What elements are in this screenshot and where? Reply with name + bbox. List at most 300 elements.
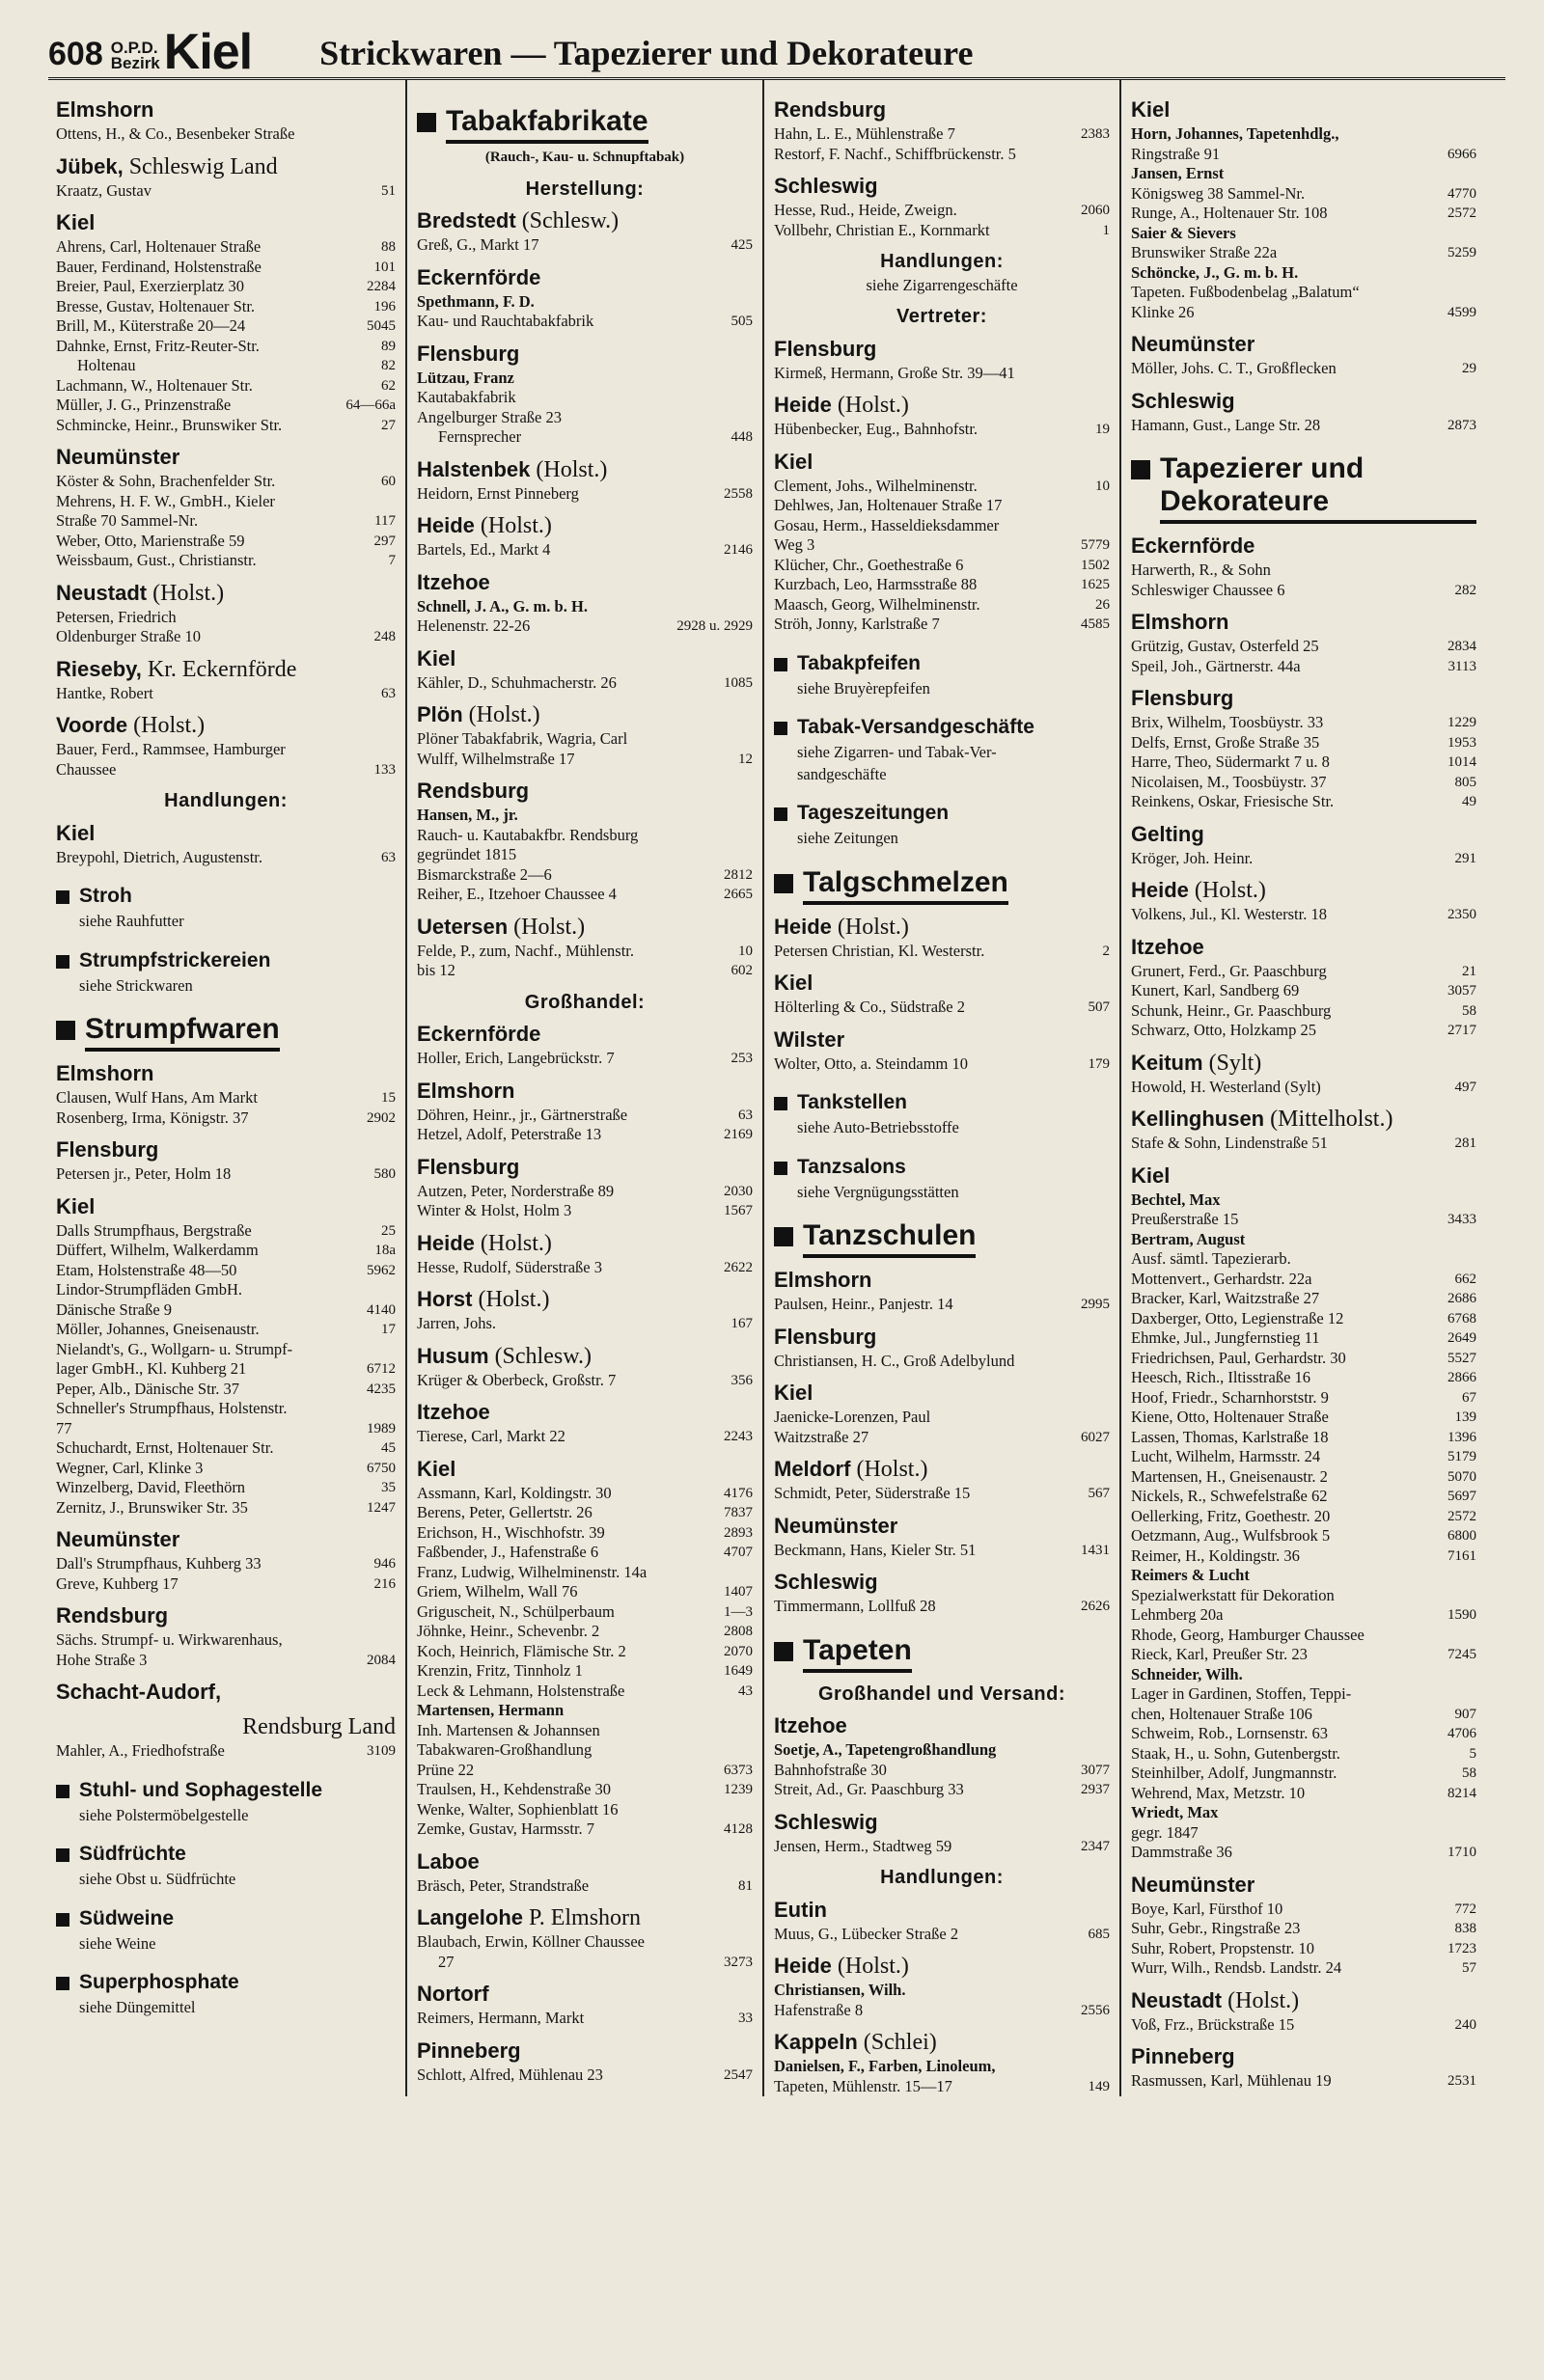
listing-entry: [417, 427, 753, 448]
town-name: Husum: [417, 1343, 489, 1368]
see-reference: siehe Strickwaren: [79, 975, 193, 995]
listing-entry: [56, 1088, 396, 1108]
town-heading: [417, 1231, 753, 1256]
see-reference: siehe Weine: [79, 1933, 156, 1953]
entry-text: Lützau, Franz: [417, 368, 514, 387]
listing-entry: [1131, 1021, 1476, 1041]
phone-number: 6027: [1081, 1429, 1110, 1445]
town-name: Elmshorn: [417, 1078, 515, 1103]
town-heading: [56, 97, 396, 123]
phone-number: 5962: [367, 1262, 396, 1278]
listing-entry: [417, 845, 753, 865]
town-name: Neumünster: [1131, 1872, 1255, 1897]
phone-number: 179: [1088, 1055, 1110, 1072]
phone-number: 2893: [724, 1524, 753, 1541]
listing-entry: [1131, 1270, 1476, 1290]
category-heading: [774, 1634, 1110, 1673]
town-heading: [1131, 1163, 1476, 1189]
town-heading: [417, 1022, 753, 1047]
town-name: Heide: [417, 1230, 475, 1255]
entry-text: Kautabakfabrik: [417, 388, 516, 406]
phone-number: 248: [373, 629, 396, 644]
town-heading: [774, 1381, 1110, 1406]
listing-entry: [1131, 1665, 1476, 1685]
listing-entry: [1131, 1230, 1476, 1250]
entry-text: Tapeten, Mühlenstr. 15—17: [774, 2076, 952, 2095]
listing-entry: [56, 1478, 396, 1498]
entry-text: Assmann, Karl, Koldingstr. 30: [417, 1483, 612, 1502]
see-reference: siehe Rauhfutter: [79, 912, 184, 930]
bullet-square-icon: [1131, 460, 1150, 479]
entry-text: Nielandt's, G., Wollgarn- u. Strumpf-: [56, 1339, 293, 1358]
phone-number: 2060: [1081, 203, 1110, 218]
entry-text: Hahn, L. E., Mühlenstraße 7: [774, 124, 955, 143]
entry-text: Mottenvert., Gerhardstr. 22a: [1131, 1269, 1312, 1288]
entry-text: Traulsen, H., Kehdenstraße 30: [417, 1780, 612, 1798]
listing-entry: [417, 1049, 753, 1069]
listing-entry: [1131, 1190, 1476, 1211]
listing-entry: [1131, 1566, 1476, 1586]
phone-number: 29: [1462, 361, 1476, 376]
entry-text: Waitzstraße 27: [774, 1427, 869, 1446]
entry-text: Clement, Johs., Wilhelminenstr.: [774, 476, 978, 495]
entry-text: Ringstraße 91: [1131, 144, 1221, 163]
phone-number: 1567: [724, 1203, 753, 1218]
phone-number: 58: [1462, 1765, 1476, 1781]
phone-number: 507: [1088, 999, 1110, 1015]
phone-number: 27: [381, 417, 396, 433]
entry-text: Holler, Erich, Langebrückstr. 7: [417, 1049, 615, 1067]
town-region: (Holst.): [831, 1954, 909, 1979]
listing-entry: [774, 1597, 1110, 1617]
town-name: Neumünster: [1131, 332, 1255, 356]
category-name: Südfrüchte: [79, 1843, 186, 1865]
see-reference: siehe Obst u. Südfrüchte: [79, 1870, 236, 1888]
entry-text: Hoof, Friedr., Scharnhorststr. 9: [1131, 1387, 1329, 1407]
phone-number: 62: [381, 377, 396, 394]
entry-text: Chaussee: [56, 759, 117, 779]
phone-number: 19: [1095, 422, 1110, 437]
entry-text: Oldenburger Straße 10: [56, 627, 201, 645]
listing-entry: [417, 1740, 753, 1761]
listing-entry: [417, 750, 753, 770]
listing-entry: [1131, 164, 1476, 184]
town-name: Uetersen: [417, 914, 509, 939]
town-heading: [1131, 1051, 1476, 1076]
town-heading: [774, 2030, 1110, 2055]
phone-number: 63: [381, 685, 396, 701]
listing-entry: [774, 1780, 1110, 1800]
entry-text: Martensen, H., Gneisenaustr. 2: [1131, 1466, 1328, 1486]
entry-text: Kröger, Joh. Heinr.: [1131, 848, 1254, 867]
category-heading: [774, 652, 1110, 675]
town-heading: [774, 97, 1110, 123]
town-name: Kiel: [1131, 1163, 1171, 1188]
bullet-square-icon: [56, 1785, 69, 1798]
entry-text: Kraatz, Gustav: [56, 180, 152, 200]
phone-number: 1239: [724, 1782, 753, 1797]
town-heading: [774, 1570, 1110, 1595]
phone-number: 2347: [1081, 1838, 1110, 1854]
town-heading: [417, 1079, 753, 1104]
phone-number: 2547: [724, 2066, 753, 2083]
phone-number: 1—3: [724, 1603, 753, 1620]
entry-text: Spethmann, F. D.: [417, 291, 535, 311]
listing-entry: [56, 608, 396, 628]
phone-number: 4128: [724, 1821, 753, 1837]
phone-number: 3113: [1448, 658, 1476, 674]
bullet-square-icon: [774, 807, 787, 821]
phone-number: 3077: [1081, 1762, 1110, 1778]
phone-number: 6966: [1448, 146, 1476, 162]
listing-entry: [417, 1819, 753, 1840]
town-name: Schleswig: [774, 174, 878, 198]
town-heading: [56, 1194, 396, 1219]
listing-entry: [774, 1740, 1110, 1761]
town-heading: [417, 1344, 753, 1369]
entry-text: Boye, Karl, Fürsthof 10: [1131, 1899, 1283, 1918]
listing-entry: [774, 1352, 1110, 1372]
listing-entry: [1131, 1428, 1476, 1448]
town-name: Kiel: [417, 1456, 456, 1481]
phone-number: 101: [373, 259, 396, 275]
listing-entry: [417, 312, 753, 332]
listing-entry: [1131, 773, 1476, 793]
category-note: siehe Zigarrengeschäfte: [866, 275, 1018, 294]
bullet-square-icon: [774, 722, 787, 735]
entry-text: Angelburger Straße 23: [417, 407, 562, 426]
listing-entry: [56, 1280, 396, 1300]
listing-entry: [1131, 1210, 1476, 1230]
town-name: Flensburg: [417, 341, 520, 366]
phone-number: 2558: [724, 485, 753, 502]
listing-entry: [417, 1106, 753, 1126]
phone-number: 89: [381, 338, 396, 354]
entry-text: Bertram, August: [1131, 1229, 1246, 1248]
listing-entry: [417, 369, 753, 389]
listing-entry: [774, 556, 1110, 576]
entry-text: Ausf. sämtl. Tapezierarb.: [1131, 1249, 1291, 1268]
entry-text: Peper, Alb., Dänische Str. 37: [56, 1379, 239, 1398]
entry-text: Kirmeß, Hermann, Große Str. 39—41: [774, 363, 1015, 382]
entry-text: Gosau, Herm., Hasseldieksdammer: [774, 515, 1000, 534]
phone-number: 282: [1454, 582, 1476, 598]
listing-entry: [56, 1241, 396, 1261]
town-region: (Schlei): [857, 2030, 937, 2055]
entry-text: Spezialwerkstatt für Dekoration: [1131, 1585, 1335, 1604]
town-heading: [56, 154, 396, 179]
listing-entry: [1131, 581, 1476, 601]
town-name: Kiel: [417, 645, 456, 670]
category-note: (Rauch-, Kau- u. Schnupftabak): [484, 150, 685, 165]
town-heading: [56, 581, 396, 606]
phone-number: 81: [738, 1877, 753, 1894]
phone-number: 117: [374, 513, 396, 529]
entry-text: Faßbender, J., Hafenstraße 6: [417, 1543, 599, 1561]
listing-entry: [417, 1642, 753, 1662]
listing-entry: [1131, 145, 1476, 165]
listing-entry: [1131, 124, 1476, 145]
entry-text: Rauch- u. Kautabakfbr. Rendsburg: [417, 825, 639, 844]
bullet-square-icon: [56, 1977, 69, 1990]
entry-text: Voß, Frz., Brückstraße 15: [1131, 2014, 1295, 2034]
bullet-square-icon: [774, 1097, 787, 1110]
listing-entry: [1131, 224, 1476, 244]
entry-text: Petersen, Friedrich: [56, 607, 177, 626]
town-name: Elmshorn: [56, 97, 154, 122]
entry-text: Möller, Johannes, Gneisenaustr.: [56, 1320, 260, 1338]
phone-number: 1431: [1081, 1542, 1110, 1558]
phone-number: 58: [1462, 1002, 1476, 1019]
category-heading: [774, 1091, 1110, 1114]
entry-text: Maasch, Georg, Wilhelminenstr.: [774, 594, 980, 614]
entry-text: Kunert, Karl, Sandberg 69: [1131, 981, 1300, 999]
section-subheading: Vertreter:: [896, 306, 987, 327]
phone-number: 25: [381, 1222, 396, 1239]
town-name: Eckernförde: [417, 264, 541, 289]
town-name: Bredstedt: [417, 208, 516, 233]
phone-number: 4770: [1448, 185, 1476, 202]
listing-entry: [774, 477, 1110, 497]
bullet-square-icon: [56, 955, 69, 969]
entry-text: Delfs, Ernst, Große Straße 35: [1131, 732, 1320, 752]
phone-number: 946: [373, 1556, 396, 1572]
listing-entry: [1131, 1526, 1476, 1546]
listing-entry: [56, 1498, 396, 1518]
listing-entry: [417, 597, 753, 617]
town-heading: [1131, 822, 1476, 847]
listing-entry: [417, 1701, 753, 1721]
entry-text: Köster & Sohn, Brachenfelder Str.: [56, 472, 276, 490]
listing-entry: [417, 729, 753, 750]
town-region: (Holst.): [508, 914, 586, 940]
town-name: Heide: [774, 914, 832, 939]
bullet-square-icon: [774, 1162, 787, 1175]
entry-text: Reimers, Hermann, Markt: [417, 2009, 585, 2027]
category-name: Tanzschulen: [803, 1219, 976, 1258]
listing-entry: [417, 1582, 753, 1602]
town-heading: [56, 1137, 396, 1163]
listing-entry: [417, 865, 753, 886]
category-heading: [774, 866, 1110, 905]
phone-number: 2146: [724, 542, 753, 558]
town-heading: [56, 1603, 396, 1628]
entry-text: Weber, Otto, Marienstraße 59: [56, 531, 245, 550]
town-heading: [56, 713, 396, 738]
town-name: Elmshorn: [774, 1268, 872, 1292]
phone-number: 291: [1454, 850, 1476, 866]
listing-entry: [56, 356, 396, 376]
category-heading: [417, 105, 753, 144]
phone-number: 10: [1095, 478, 1110, 494]
town-name: Voorde: [56, 713, 128, 737]
listing-entry: [1131, 1919, 1476, 1939]
town-name: Flensburg: [774, 1324, 877, 1349]
entry-text: Howold, H. Westerland (Sylt): [1131, 1077, 1321, 1096]
town-region: Kr. Eckernförde: [141, 656, 297, 682]
listing-entry: [417, 826, 753, 846]
entry-text: Schleswiger Chaussee 6: [1131, 580, 1285, 599]
town-name: Heide: [417, 513, 475, 537]
town-name: Eckernförde: [1131, 533, 1255, 558]
phone-number: 216: [373, 1575, 396, 1592]
phone-number: 662: [1454, 1271, 1476, 1287]
town-region: (Holst.): [530, 456, 608, 482]
phone-number: 4707: [724, 1545, 753, 1560]
entry-text: Schnell, J. A., G. m. b. H.: [417, 596, 588, 616]
listing-entry: [1131, 1507, 1476, 1527]
listing-entry: [417, 885, 753, 905]
phone-number: 1085: [724, 674, 753, 691]
phone-number: 5259: [1448, 245, 1476, 260]
entry-text: Schlott, Alfred, Mühlenau 23: [417, 2065, 603, 2084]
phone-number: 4706: [1448, 1726, 1476, 1741]
entry-text: Lachmann, W., Holtenauer Str.: [56, 375, 253, 395]
listing-entry: [1131, 204, 1476, 224]
listing-entry: [417, 1503, 753, 1523]
entry-text: Christiansen, Wilh.: [774, 1981, 906, 1999]
entry-text: Stafe & Sohn, Lindenstraße 51: [1131, 1134, 1328, 1152]
phone-number: 3273: [724, 1954, 753, 1970]
entry-text: Hesse, Rudolf, Süderstraße 3: [417, 1257, 603, 1276]
phone-number: 7245: [1448, 1647, 1476, 1662]
entry-text: Hübenbecker, Eug., Bahnhofstr.: [774, 420, 979, 438]
phone-number: 567: [1088, 1486, 1110, 1501]
listing-entry: [56, 1108, 396, 1129]
phone-number: 1396: [1448, 1429, 1476, 1445]
entry-text: Düffert, Wilhelm, Walkerdamm: [56, 1241, 259, 1259]
entry-text: Muus, G., Lübecker Straße 2: [774, 1924, 959, 1943]
entry-text: Mehrens, H. F. W., GmbH., Kieler: [56, 491, 275, 510]
entry-text: Etam, Holstenstraße 48—50: [56, 1260, 237, 1279]
town-name: Schleswig: [774, 1570, 878, 1594]
town-heading: [56, 657, 396, 682]
phone-number: 1953: [1448, 734, 1476, 751]
town-name: Neumünster: [774, 1513, 898, 1538]
phone-number: 26: [1095, 596, 1110, 613]
listing-entry: [56, 1320, 396, 1340]
entry-text: Grützig, Gustav, Osterfeld 25: [1131, 637, 1319, 655]
entry-text: Wegner, Carl, Klinke 3: [56, 1458, 204, 1477]
listing-entry: [56, 1554, 396, 1574]
listing-entry: [56, 551, 396, 571]
town-name: Heide: [774, 393, 832, 417]
listing-entry: [1131, 1605, 1476, 1626]
entry-text: Reinkens, Oskar, Friesische Str.: [1131, 792, 1335, 810]
listing-entry: [1131, 1249, 1476, 1270]
category-name: Stuhl- und Sophagestelle: [79, 1778, 323, 1801]
listing-entry: [56, 627, 396, 647]
entry-text: Heidorn, Ernst Pinneberg: [417, 483, 579, 503]
phone-number: 60: [381, 474, 396, 489]
town-name: Neumünster: [56, 445, 180, 469]
listing-entry: [1131, 1744, 1476, 1764]
listing-entry: [417, 1622, 753, 1642]
entry-text: Lucht, Wilhelm, Harmsstr. 24: [1131, 1447, 1321, 1465]
phone-number: 6800: [1448, 1528, 1476, 1544]
entry-text: Dänische Straße 9: [56, 1299, 173, 1319]
phone-number: 1590: [1448, 1607, 1476, 1623]
town-heading: [417, 457, 753, 482]
phone-number: 167: [731, 1316, 753, 1331]
listing-entry: [417, 1563, 753, 1583]
town-heading: [417, 2038, 753, 2064]
phone-number: 425: [731, 237, 753, 253]
listing-entry: [1131, 1309, 1476, 1329]
town-heading: [774, 1810, 1110, 1835]
listing-entry: [56, 1459, 396, 1479]
listing-entry: [1131, 1843, 1476, 1863]
entry-text: Klinke 26: [1131, 302, 1195, 321]
listing-entry: [1131, 1134, 1476, 1154]
phone-number: 1247: [367, 1499, 396, 1516]
listing-entry: [774, 1428, 1110, 1448]
town-name: Flensburg: [417, 1154, 520, 1179]
section-subheading: Handlungen:: [880, 1867, 1004, 1888]
listing-entry: [1131, 2071, 1476, 2092]
entry-text: Heesch, Rich., Iltisstraße 16: [1131, 1368, 1311, 1386]
town-region: (Holst.): [474, 1230, 552, 1256]
entry-text: Reimers & Lucht: [1131, 1566, 1250, 1584]
entry-text: Nickels, R., Schwefelstraße 62: [1131, 1487, 1328, 1505]
town-name: Elmshorn: [1131, 610, 1229, 634]
town-name: Langelohe: [417, 1905, 524, 1929]
town-heading: [417, 342, 753, 367]
phone-number: 2665: [724, 887, 753, 902]
town-region: Schleswig Land: [123, 153, 278, 179]
phone-number: 253: [731, 1051, 753, 1066]
entry-text: Bahnhofstraße 30: [774, 1760, 887, 1779]
listing-entry: [56, 1399, 396, 1419]
town-heading: [417, 1400, 753, 1425]
phone-number: 838: [1454, 1921, 1476, 1936]
town-name: Kiel: [56, 1193, 96, 1218]
phone-number: 602: [731, 963, 753, 978]
town-name: Neustadt: [56, 580, 148, 605]
phone-number: 805: [1454, 774, 1476, 790]
entry-text: Staak, H., u. Sohn, Gutenbergstr.: [1131, 1743, 1340, 1763]
listing-entry: [774, 496, 1110, 516]
listing-entry: [56, 1359, 396, 1380]
listing-entry: [417, 1314, 753, 1334]
category-name: Südweine: [79, 1906, 175, 1929]
entry-text: Rasmussen, Karl, Mühlenau 19: [1131, 2071, 1332, 2090]
phone-number: 2350: [1448, 907, 1476, 922]
category-name: Tabakfabrikate: [446, 105, 648, 144]
entry-text: Schmincke, Heinr., Brunswiker Str.: [56, 415, 283, 434]
town-name: Wilster: [774, 1026, 845, 1052]
listing-entry: [1131, 1328, 1476, 1349]
phone-number: 1723: [1448, 1940, 1476, 1956]
phone-number: 240: [1454, 2016, 1476, 2033]
see-reference: sandgeschäfte: [797, 764, 887, 783]
entry-text: Inh. Martensen & Johannsen: [417, 1720, 600, 1739]
bullet-square-icon: [56, 1913, 69, 1927]
town-heading: [56, 1714, 396, 1739]
entry-text: Bauer, Ferdinand, Holstenstraße: [56, 257, 262, 276]
phone-number: 12: [738, 751, 753, 767]
entry-text: Blaubach, Erwin, Köllner Chaussee: [417, 1932, 645, 1951]
entry-text: Schmidt, Peter, Süderstraße 15: [774, 1484, 971, 1502]
town-name: Heide: [1131, 878, 1189, 902]
town-heading: [417, 208, 753, 233]
column-4: [1119, 80, 1486, 2096]
entry-text: Winzelberg, David, Fleethörn: [56, 1478, 246, 1496]
listing-entry: [1131, 1784, 1476, 1804]
entry-text: Horn, Johannes, Tapetenhdlg.,: [1131, 124, 1339, 143]
phone-number: 2902: [367, 1109, 396, 1126]
entry-text: Lindor-Strumpfläden GmbH.: [56, 1280, 243, 1299]
